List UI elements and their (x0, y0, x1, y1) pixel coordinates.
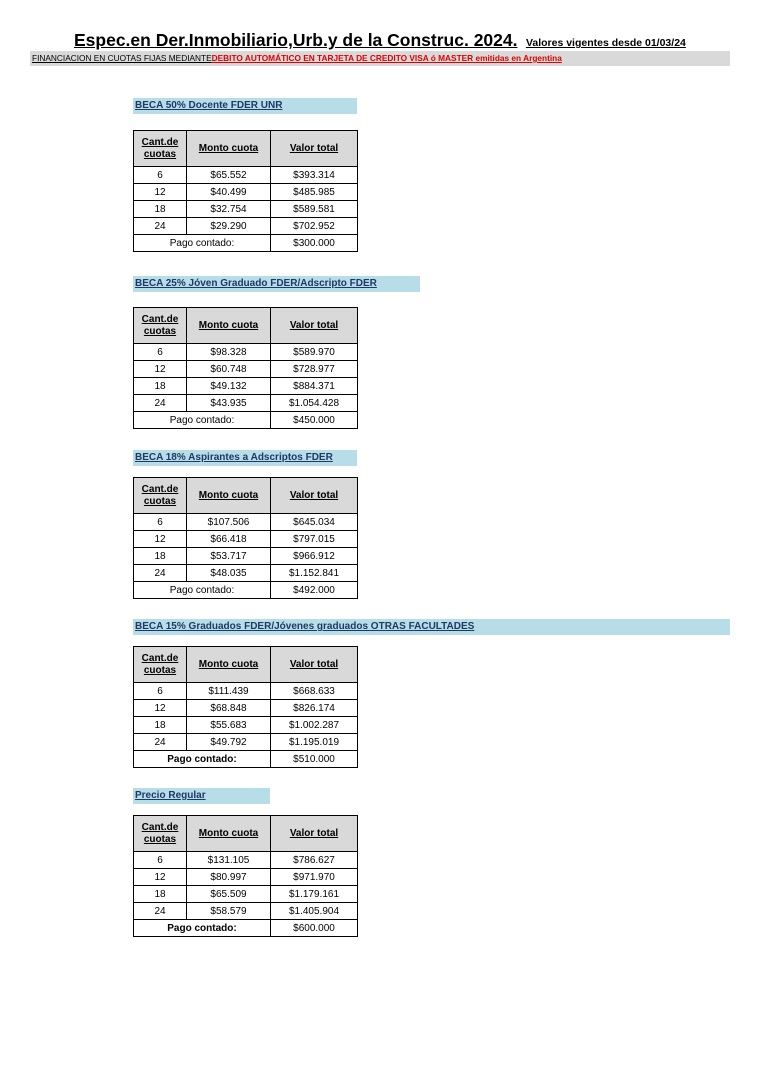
section-title-precio-regular: Precio Regular (133, 788, 270, 804)
table-header-row (134, 647, 358, 683)
table-row: 6 $98.328 $589.970 (134, 344, 358, 361)
validity-date: Valores vigentes desde 01/03/24 (525, 37, 686, 49)
section-title-beca-18: BECA 18% Aspirantes a Adscriptos FDER (133, 450, 357, 466)
table-row: 12 $66.418 $797.015 (134, 531, 358, 548)
financing-prefix: FINANCIACION EN CUOTAS FIJAS MEDIANTE (32, 53, 212, 63)
header-cuotas: Cant.de cuotas (134, 131, 187, 167)
header-monto: Monto cuota (187, 478, 271, 514)
table-row: 24 $49.792 $1.195.019 (134, 734, 358, 751)
table-header-row (134, 478, 358, 514)
header-monto: Monto cuota (187, 647, 271, 683)
cash-payment-row: Pago contado: $600.000 (134, 920, 358, 937)
table-row: 12 $68.848 $826.174 (134, 700, 358, 717)
table-row: 24 $29.290 $702.952 (134, 218, 358, 235)
table-row: 18 $65.509 $1.179.161 (134, 886, 358, 903)
table-row: 24 $43.935 $1.054.428 (134, 395, 358, 412)
header-cuotas: Cant.de cuotas (134, 647, 187, 683)
price-table-beca-50 (133, 130, 358, 252)
table-row: 18 $55.683 $1.002.287 (134, 717, 358, 734)
cash-payment-row: Pago contado: $450.000 (134, 412, 358, 429)
header-monto: Monto cuota (187, 131, 271, 167)
price-table-beca-18 (133, 477, 358, 599)
header-total: Valor total (271, 647, 358, 683)
header-total: Valor total (271, 308, 358, 344)
price-table-beca-15 (133, 646, 358, 768)
price-table-beca-25 (133, 307, 358, 429)
table-row: 6 $131.105 $786.627 (134, 852, 358, 869)
section-title-beca-15: BECA 15% Graduados FDER/Jóvenes graduados OTRAS FACULTADES (133, 619, 730, 635)
table-row: 6 $65.552 $393.314 (134, 167, 358, 184)
table-row: 24 $48.035 $1.152.841 (134, 565, 358, 582)
header-cuotas: Cant.de cuotas (134, 478, 187, 514)
table-row: 24 $58.579 $1.405.904 (134, 903, 358, 920)
section-title-beca-50: BECA 50% Docente FDER UNR (133, 98, 357, 114)
header-cuotas: Cant.de cuotas (134, 816, 187, 852)
table-row: 12 $60.748 $728.977 (134, 361, 358, 378)
header-total: Valor total (271, 131, 358, 167)
table-header-row (134, 131, 358, 167)
header-total: Valor total (271, 478, 358, 514)
financing-notice (30, 51, 730, 66)
financing-highlight: DEBITO AUTOMÁTICO EN TARJETA DE CREDITO VISA ó MASTER emitidas en Argentina (211, 53, 562, 63)
table-row: 12 $40.499 $485.985 (134, 184, 358, 201)
page-title (74, 30, 686, 51)
table-row: 18 $32.754 $589.581 (134, 201, 358, 218)
table-header-row (134, 816, 358, 852)
cash-payment-row: Pago contado: $300.000 (134, 235, 358, 252)
header-cuotas: Cant.de cuotas (134, 308, 187, 344)
document-title: Espec.en Der.Inmobiliario,Urb.y de la Construc. 2024. (74, 30, 518, 50)
header-total: Valor total (271, 816, 358, 852)
table-header-row (134, 308, 358, 344)
price-table-precio-regular (133, 815, 358, 937)
table-row: 6 $107.506 $645.034 (134, 514, 358, 531)
table-row: 12 $80.997 $971.970 (134, 869, 358, 886)
table-row: 18 $53.717 $966.912 (134, 548, 358, 565)
section-title-beca-25: BECA 25% Jóven Graduado FDER/Adscripto FDER (133, 276, 420, 292)
header-monto: Monto cuota (187, 816, 271, 852)
cash-payment-row: Pago contado: $510.000 (134, 751, 358, 768)
cash-payment-row: Pago contado: $492.000 (134, 582, 358, 599)
header-monto: Monto cuota (187, 308, 271, 344)
table-row: 6 $111.439 $668.633 (134, 683, 358, 700)
table-row: 18 $49.132 $884.371 (134, 378, 358, 395)
